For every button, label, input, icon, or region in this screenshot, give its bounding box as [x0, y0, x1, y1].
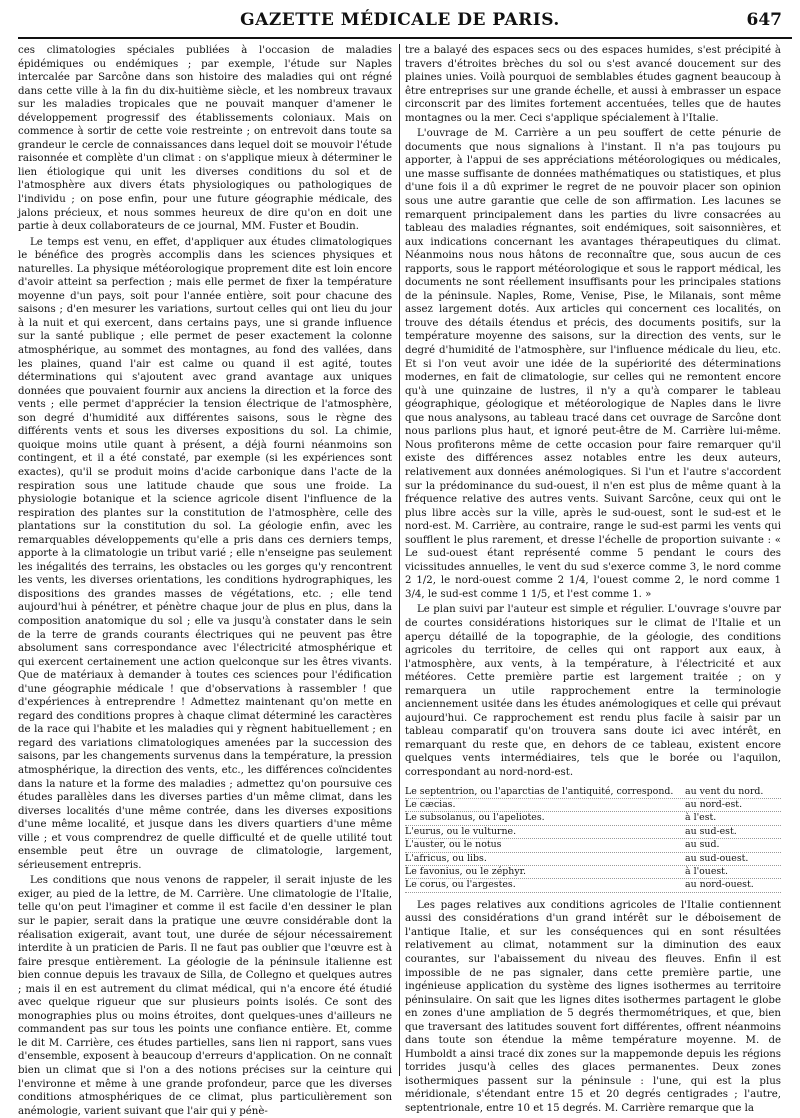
winds-row: [405, 839, 781, 852]
modern-wind: au sud-est.: [685, 825, 737, 837]
winds-row: [405, 812, 781, 825]
paragraph: Le plan suivi par l'auteur est simple et régulier. L'ouvrage s'ouvre par de courtes considérations historiques sur le climat de l'Italie et un aperçu détaillé de la topographie, de la géologie, des conditions agricoles du territoire, de celles qui ont rapport aux eaux, à l'atmosphère, aux vents, à la température, à l'électricité et aux météores. Cette première partie est largement traitée ; on y remarquera un utile rapprochement entre la terminologie anciennement usitée dans les études anémologiques et celle qui prévaut aujourd'hui. Ce rapprochement est rendu plus facile à saisir par un tableau comparatif qu'on trouvera sans doute ici avec intérêt, en remarquant du reste que, en dehors de ce tableau, existent encore quelques vents intermédiaires, tels que le borée ou l'aquilon, correspondant au nord-nord-est.: [405, 604, 781, 778]
winds-row: [405, 826, 781, 839]
paragraph: L'ouvrage de M. Carrière a un peu souffert de cette pénurie de documents que nous signalions à l'instant. Il n'a pas toujours pu apporter, à l'appui de ses appréciations météorologiques ou médicales, une masse suffisante de données mathématiques ou statistiques, et plus d'une fois il a dû exprimer le regret de ne pouvoir placer son opinion sous une autre garantie que celle de son affirmation. Les lacunes se remarquent principalement dans les parties du livre consacrées au tableau des maladies régnantes, soit endémiques, soit saisonnières, et aux indications concernant les avantages thérapeutiques du climat. Néanmoins nous nous hâtons de reconnaître que, sous aucun de ces rapports, sous le rapport météorologique et sous le rapport médical, les documents ne sont réellement insuffisants pour les principales stations de la péninsule. Naples, Rome, Venise, Pise, le Milanais, sont même assez largement dotés. Aux articles qui concernent ces localités, on trouve des détails étendus et précis, des documents positifs, sur la température moyenne des saisons, sur la direction des vents, sur le degré d'humidité de l'atmosphère, sur l'influence médicale du lieu, etc. Et si l'on veut avoir une idée de la supériorité des déterminations modernes, en fait de climatologie, sur celles qui ne remontent encore qu'à une quinzaine de lustres, il n'y a qu'à comparer le tableau géographique, géologique et météorologique de Naples dans le livre que nous analysons, au tableau tracé dans cet ouvrage de Sarcône dont nous parlions plus haut, et ignoré peut-être de M. Carrière lui-même. Nous profiterons même de cette occasion pour faire remarquer qu'il existe des différences assez notables entre les deux auteurs, relativement aux données anémologiques. Si l'un et l'autre s'accordent sur la prédominance du sud-ouest, il n'en est plus de même quant à la fréquence relative des autres vents. Suivant Sarcône, ceux qui ont le plus libre accès sur la ville, après le sud-ouest, sont le sud-est et le nord-est. M. Carrière, au contraire, range le sud-est parmi les vents qui soufflent le plus rarement, et dresse l'échelle de proportion suivante : « Le sud-ouest étant représenté comme 5 pendant le cours des vicissitudes annuelles, le vent du sud s'exerce comme 3, le nord comme 2 1/2, le nord-ouest comme 2 1/4, l'ouest comme 2, le nord comme 1 3/4, le sud-est comme 1 1/5, et l'est comme 1. »: [405, 128, 781, 600]
ancient-wind: L'auster, ou le notus: [405, 839, 502, 851]
paragraph: Le temps est venu, en effet, d'appliquer aux études climatologiques le bénéfice des progrès accomplis dans les sciences physiques et naturelles. La physique météorologique proprement dite est loin encore d'avoir atteint sa perfection ; mais elle permet de fixer la température moyenne d'un pays, soit pour l'année entière, soit pour chacune des saisons ; d'en mesurer les variations, surtout celles qui ont lieu du jour à la nuit et qui exercent, dans certains pays, une si grande influence sur la santé publique ; elle permet de peser exactement la colonne atmosphérique, au sommet des montagnes, au fond des vallées, dans les plaines, quand l'air est calme ou quand il est agité, toutes déterminations qui s'ajoutent avec grand avantage aux uniques données que pouvaient fournir aux anciens la direction et la force des vents ; elle permet d'apprécier la tension électrique de l'atmosphère, son degré d'humidité aux différentes saisons, sous le règne des différents vents et sous les diverses expositions du sol. La chimie, quoique moins utile quant à présent, a déjà fourni néanmoins son contingent, et il a été constaté, par exemple (si les expériences sont exactes), qu'il se produit moins d'acide carbonique dans l'acte de la respiration sous une latitude chaude que sous une froide. La physiologie botanique et la science agricole disent l'influence de la respiration des plantes sur la constitution de l'atmosphère, celle des plantations sur la constitution du sol. La géologie enfin, avec les remarquables développements qu'elle a pris dans ces derniers temps, apporte à la climatologie un tribut varié ; elle n'enseigne pas seulement les inégalités des terrains, les obstacles ou les gorges qu'y rencontrent les vents, les diverses orientations, les conditions hydrographiques, les dispositions des grandes masses de végétations, etc. ; elle tend aujourd'hui à pénétrer, et pénètre chaque jour de plus en plus, dans la composition anatomique du sol ; elle va jusqu'à constater dans le sein de la terre de grands courants électriques qui ne peuvent pas être absolument sans correspondance avec l'électricité atmosphérique et qui exercent certainement une action quelconque sur les êtres vivants. Que de matériaux à demander à toutes ces sciences pour l'édification d'une géographie médicale ! que d'observations à rassembler ! que d'expériences à entreprendre ! Admettez maintenant qu'on mette en regard des conditions propres à chaque climat déterminé les caractères de la race qui l'habite et les maladies qui y règnent habituellement ; en regard des variations climatologiques amenées par la succession des saisons, par les changements survenus dans la température, la pression atmosphérique, la direction des vents, etc., les différences coïncidentes dans la nature et la forme des maladies ; admettez qu'on poursuive ces études parallèles dans les diverses parties d'un même climat, dans les diverses localités d'une même contrée, dans les diverses expositions d'une même localité, et jusque dans les divers quartiers d'une même ville ; et vous comprendrez de quelle difficulté et de quelle utilité tout ensemble peut être un ouvrage de climatologie, largement, sérieusement entrepris.: [18, 236, 392, 871]
ancient-wind: Le subsolanus, ou l'apeliotes.: [405, 812, 545, 824]
winds-row: [405, 866, 781, 879]
left-column: [18, 44, 392, 1117]
right-column: [405, 44, 781, 1114]
paragraph: Les conditions que nous venons de rappeler, il serait injuste de les exiger, au pied de la lettre, de M. Carrière. Une climatologie de l'Italie, telle qu'on peut l'imaginer et comme il est facile d'en dessiner le plan sur le papier, serait dans la pratique une œuvre considérable dont la réalisation exigerait, avant tout, une durée de séjour nécessairement interdite à un praticien de Paris. Il ne faut pas oublier que l'œuvre est à faire presque entièrement. La géologie de la péninsule italienne est bien connue depuis les travaux de Silla, de Collegno et quelques autres ; mais il en est autrement du climat médical, qui n'a encore été étudié avec quelque rigueur que sur plusieurs points isolés. Ce sont des monographies plus ou moins étroites, dont quelques-unes d'ailleurs ne commandent pas sur tous les points une confiance entière. Et, comme le dit M. Carrière, ces études partielles, sans lien ni rapport, sans vues d'ensemble, exposent à beaucoup d'erreurs d'application. On ne connaît bien un climat que si l'on a des notions précises sur la ceinture qui l'environne et même à une grande profondeur, parce que les diverses conditions atmosphériques de ce climat, plus particulièrement son anémologie, varient suivant que l'air qui y pénè-: [18, 875, 392, 1117]
ancient-wind: Le cæcias.: [405, 798, 456, 810]
ancient-wind: L'africus, ou libs.: [405, 852, 487, 864]
journal-title: GAZETTE MÉDICALE DE PARIS.: [240, 10, 560, 30]
modern-wind: au sud-ouest.: [685, 852, 749, 864]
page-header: [10, 6, 790, 34]
winds-row: [405, 786, 781, 799]
modern-wind: à l'est.: [685, 812, 717, 824]
winds-row: [405, 879, 781, 892]
page-number: 647: [746, 10, 782, 30]
paragraph: tre a balayé des espaces secs ou des espaces humides, s'est précipité à travers d'étroites brèches du sol ou s'est avancé doucement sur des plaines unies. Voilà pourquoi de semblables études gagnent beaucoup à être entreprises sur une grande échelle, et aussi à embrasser un espace circonscrit par des limites fortement accentuées, telles que de hautes montagnes ou la mer. Ceci s'applique spécialement à l'Italie.: [405, 45, 781, 124]
modern-wind: au nord-est.: [685, 798, 743, 810]
modern-wind: à l'ouest.: [685, 865, 728, 877]
paragraph: Les pages relatives aux conditions agricoles de l'Italie contiennent aussi des considérations d'un grand intérêt sur le déboisement de l'antique Italie, et sur les conséquences qui en sont résultées relativement au climat, notamment sur la diminution des eaux courantes, sur l'abaissement du niveau des fleuves. Enfin il est impossible de ne pas signaler, dans cette première partie, une ingénieuse application du système des lignes isothermes au territoire péninsulaire. On sait que les lignes dites isothermes partagent le globe en zones d'une ampliation de 5 degrés thermométriques, et que, bien que traversant des latitudes souvent fort différentes, offrent néanmoins dans toute son étendue la même température moyenne. M. de Humboldt a ainsi tracé dix zones sur la mappemonde depuis les régions torrides jusqu'à celles des glaces permanentes. Deux zones isothermiques passent sur la péninsule : l'une, qui est la plus méridionale, s'étendant entre 15 et 20 degrés centigrades ; l'autre, septentrionale, entre 10 et 15 degrés. M. Carrière remarque que la: [405, 899, 781, 1114]
winds-comparison-table: [405, 786, 781, 893]
paragraph: ces climatologies spéciales publiées à l'occasion de maladies épidémiques ou endémiques ; par exemple, l'étude sur Naples intercalée par Sarcône dans son histoire des maladies qui ont régné dans cette ville à la fin du dix-huitième siècle, et les nombreux travaux sur les maladies tropicales que ne pouvait manquer d'amener le développement progressif des établissements coloniaux. Mais on commence à sortir de cette voie restreinte ; on entrevoit dans toute sa grandeur le cercle de connaissances dans lequel doit se mouvoir l'étude raisonnée et complète d'un climat : on s'applique mieux à déterminer le lien étiologique qui unit les diverses conditions du sol et de l'atmosphère aux divers états physiologiques ou pathologiques de l'individu ; on pose enfin, pour une future géographie médicale, des jalons précieux, et nous sommes heureux de dire qu'on en doit une partie à deux collaborateurs de ce journal, MM. Fuster et Boudin.: [18, 45, 392, 233]
column-divider: [399, 44, 400, 1076]
header-rule: [18, 37, 792, 39]
ancient-wind: Le corus, ou l'argestes.: [405, 879, 516, 891]
ancient-wind: L'eurus, ou le vulturne.: [405, 825, 517, 837]
winds-row: [405, 799, 781, 812]
winds-row: [405, 853, 781, 866]
ancient-wind: Le septentrion, ou l'aparctias de l'antiquité, correspond.: [405, 785, 674, 797]
modern-wind: au vent du nord.: [685, 785, 764, 797]
modern-wind: au sud.: [685, 839, 720, 851]
modern-wind: au nord-ouest.: [685, 879, 754, 891]
ancient-wind: Le favonius, ou le zéphyr.: [405, 865, 527, 877]
